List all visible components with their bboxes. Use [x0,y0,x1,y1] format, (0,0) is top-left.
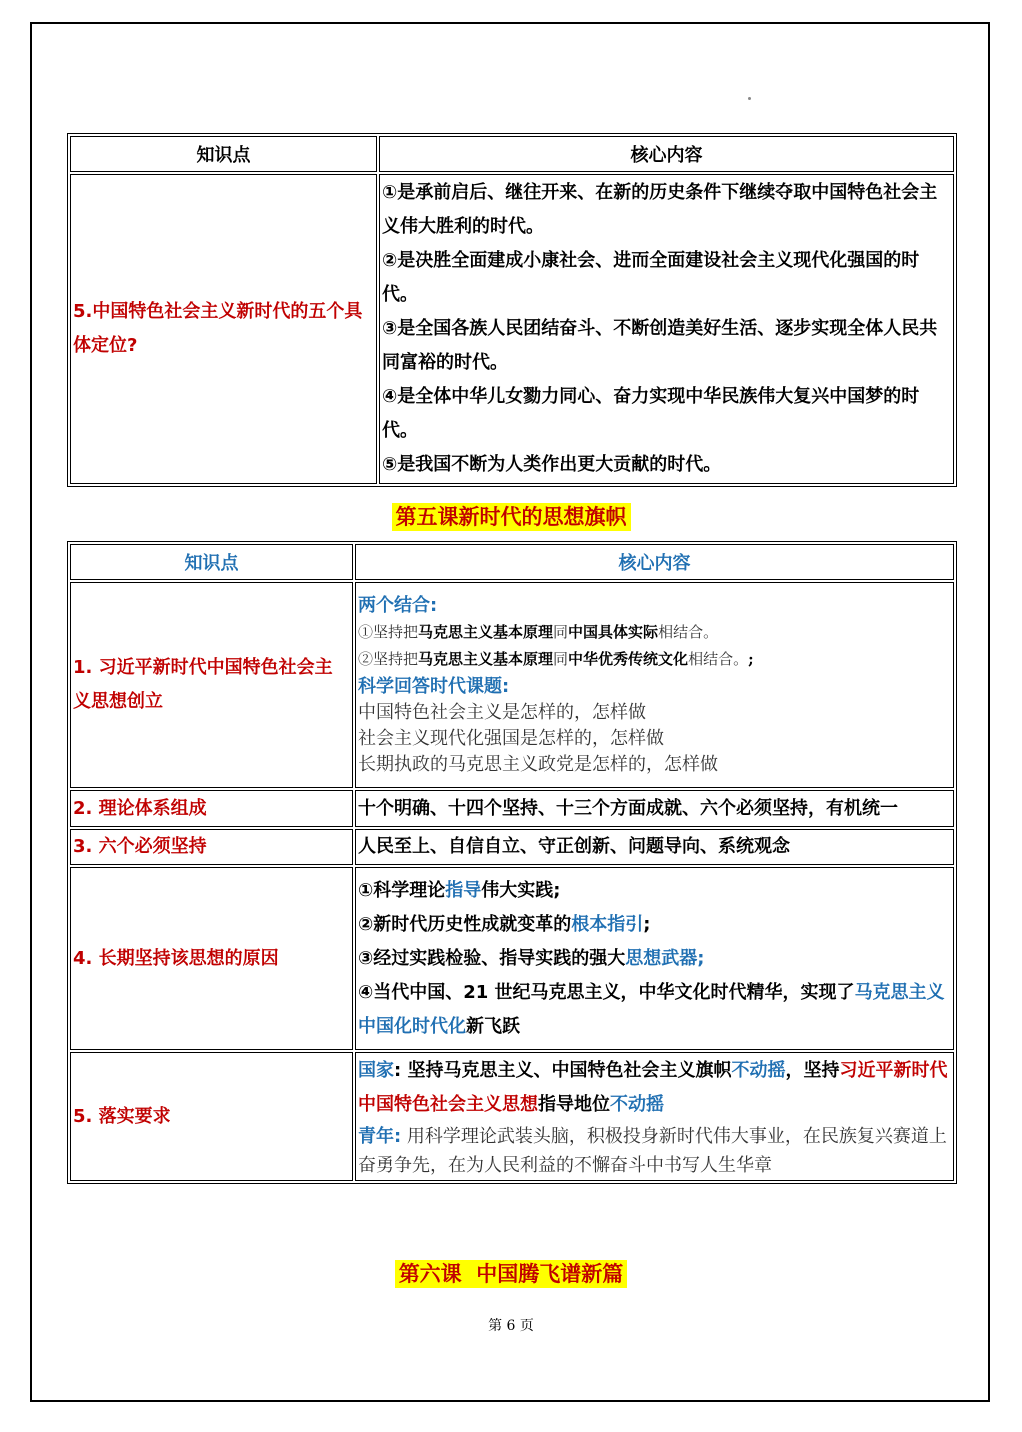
text-span: 同 [553,623,569,641]
list-item: 社会主义现代化强国是怎样的，怎样做 [358,728,664,749]
knowledge-table-new-era [67,133,957,487]
text-highlight: 不动摇 [610,1093,664,1115]
content-cell: 十个明确、十四个坚持、十三个方面成就、六个必须坚持，有机统一 [355,790,954,827]
text-highlight: 根本指引 [571,913,644,935]
text-span: ①科学理论 [358,879,446,901]
list-item: 中国特色社会主义是怎样的，怎样做 [358,702,646,723]
list-item [358,908,951,942]
list-item [358,619,951,646]
text-span: ④当代中国、21 世纪马克思主义，中华文化时代精华，实现了 [358,981,855,1003]
text-span: ①坚持把 [358,623,419,641]
list-item: ②是决胜全面建成小康社会、进而全面建设社会主义现代化强国的时代。 [382,250,920,305]
text-span: 伟大实践; [481,879,561,901]
text-bold: ; [748,650,754,668]
knowledge-table-lesson-5 [67,541,957,1184]
topic-cell: 5.中国特色社会主义新时代的五个具体定位? [70,174,377,484]
text-highlight: 指导 [445,879,482,901]
list-item: ①是承前启后、继往开来、在新的历史条件下继续夺取中国特色社会主义伟大胜利的时代。 [382,182,938,237]
lesson-6-title-text: 第六课 中国腾飞谱新篇 [395,1260,628,1288]
page-number: 第 6 页 [488,1318,534,1334]
header-content: 核心内容 [379,136,954,172]
lesson-5-title [0,501,1022,531]
stray-dot [748,97,751,100]
table-row [70,582,954,788]
list-item [358,646,951,673]
text-highlight: 国家 [358,1059,394,1081]
topic-cell: 1. 习近平新时代中国特色社会主义思想创立 [70,582,353,788]
table-row [70,867,954,1050]
table-row [70,790,954,827]
text-span: 相结合。 [688,650,749,668]
table-row [70,829,954,865]
table-header-row [70,136,954,172]
list-item [358,976,951,1044]
subheading: 科学回答时代课题: [358,676,510,697]
text-bold: 马克思主义基本原理 [418,623,554,641]
table-row [70,174,954,484]
list-item [358,1122,951,1180]
lesson-6-title [0,1258,1022,1288]
text-highlight: 马克思主义中国化时代化 [358,981,945,1037]
text-span: : 坚持马克思主义、中国特色社会主义旗帜 [394,1059,732,1081]
text-bold: 中华优秀传统文化 [568,650,689,668]
text-span: 相结合。 [658,623,719,641]
content-cell [379,174,954,484]
text-span: ; [643,913,651,935]
text-bold: 中国具体实际 [568,623,659,641]
content-cell [355,867,954,1050]
text-span: ，坚持 [785,1059,840,1081]
list-item: ③是全国各族人民团结奋斗、不断创造美好生活、逐步实现全体人民共同富裕的时代。 [382,318,938,373]
text-span: ②新时代历史性成就变革的 [358,913,572,935]
text-highlight: 青年: [358,1125,402,1147]
subheading: 两个结合: [358,595,438,616]
content-cell: 人民至上、自信自立、守正创新、问题导向、系统观念 [355,829,954,865]
list-item: ⑤是我国不断为人类作出更大贡献的时代。 [382,454,722,475]
content-cell [355,582,954,788]
header-topic: 知识点 [70,136,377,172]
header-topic: 知识点 [70,544,353,580]
content-cell [355,1052,954,1181]
lesson-5-title-text: 第五课新时代的思想旗帜 [392,503,631,531]
topic-cell: 4. 长期坚持该思想的原因 [70,867,353,1050]
table-row [70,1052,954,1181]
text-red: 习近平新时代中国特色社会主义思想 [358,1059,948,1115]
header-content: 核心内容 [355,544,954,580]
text-highlight: 不动摇 [731,1059,786,1081]
list-item: 长期执政的马克思主义政党是怎样的，怎样做 [358,754,718,775]
topic-cell: 5. 落实要求 [70,1052,353,1181]
text-span: ③经过实践检验、指导实践的强大 [358,947,626,969]
list-item [358,874,951,908]
list-item: ④是全体中华儿女勠力同心、奋力实现中华民族伟大复兴中国梦的时代。 [382,386,920,441]
list-item [358,942,951,976]
text-span: 指导地位 [538,1093,610,1115]
topic-cell: 3. 六个必须坚持 [70,829,353,865]
text-span: 同 [553,650,569,668]
text-span: 用科学理论武装头脑，积极投身新时代伟大事业，在民族复兴赛道上奋勇争先，在为人民利益的不懈奋斗中书写人生华章 [358,1125,947,1176]
text-span: ②坚持把 [358,650,419,668]
list-item [358,1054,951,1122]
table-header-row [70,544,954,580]
text-span: 新飞跃 [466,1015,520,1037]
text-bold: 马克思主义基本原理 [418,650,554,668]
text-highlight: 思想武器; [625,947,705,969]
topic-cell: 2. 理论体系组成 [70,790,353,827]
